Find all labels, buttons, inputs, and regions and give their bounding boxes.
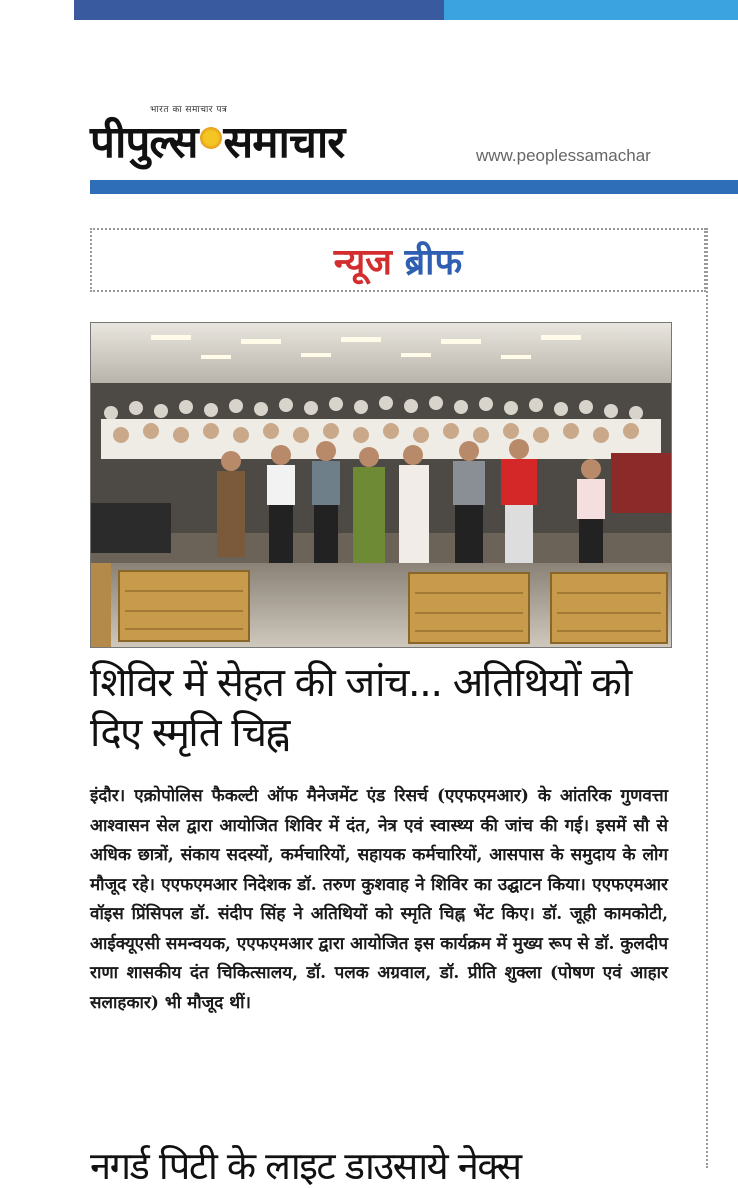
news-photo bbox=[90, 322, 672, 648]
article-headline bbox=[90, 658, 690, 758]
sun-icon bbox=[200, 127, 222, 149]
section-title-word2: ब्रीफ bbox=[404, 241, 463, 283]
top-bar-light-segment bbox=[444, 0, 738, 20]
newspaper-logo bbox=[90, 110, 344, 170]
column-divider bbox=[706, 228, 708, 1168]
masthead-tagline: भारत का समाचार पत्र bbox=[150, 105, 228, 115]
website-url: www.peoplessamachar bbox=[476, 146, 651, 165]
top-color-bar bbox=[74, 0, 738, 20]
section-title bbox=[334, 236, 462, 285]
headline-line-1: शिविर में सेहत की जांच... अतिथियों को bbox=[90, 660, 631, 706]
logo-text-part2: समाचार bbox=[223, 117, 345, 168]
section-header-box bbox=[90, 228, 706, 292]
masthead-blue-rule bbox=[90, 180, 738, 194]
top-bar-dark-segment bbox=[74, 0, 444, 20]
newspaper-masthead bbox=[90, 100, 738, 180]
article-body: इंदौर। एक्रोपोलिस फैकल्टी ऑफ मैनेजमेंट एंड रिसर्च (एएफएमआर) के आंतरिक गुणवत्ता आश्वासन सेल द्वारा आयोजित शिविर में दंत, नेत्र एवं स्वास्थ्य की जांच की गई। इसमें सौ से अधिक छात्रों, संकाय सदस्यों, कर्मचारियों, सहायक कर्मचारियों, आसपास के समुदाय के लोग मौजूद रहे। एएफएमआर निदेशक डॉ. तरुण कुशवाह ने शिविर का उद्घाटन किया। एएफएमआर वॉइस प्रिंसिपल डॉ. संदीप सिंह ने अतिथियों को स्मृति चिह्न भेंट किए। डॉ. जूही कामकोटी, आईक्यूएसी समन्वयक, एएफएमआर द्वारा आयोजित इस कार्यक्रम में मुख्य रूप से डॉ. कुलदीप राणा शासकीय दंत चिकित्सालय, डॉ. पलक अग्रवाल, डॉ. प्रीति शुक्ला (पोषण एवं आहार सलाहकार) भी मौजूद थीं। bbox=[90, 786, 668, 1013]
group-photo-illustration bbox=[91, 323, 671, 647]
next-article-headline-cutoff: नगर्ड पिटी के लाइट डाउसाये नेक्स bbox=[90, 1144, 521, 1188]
logo-text-part1: पीपुल्स bbox=[90, 117, 198, 168]
headline-line-2: दिए स्मृति चिह्न bbox=[90, 710, 289, 756]
section-title-word1: न्यूज bbox=[333, 241, 393, 283]
